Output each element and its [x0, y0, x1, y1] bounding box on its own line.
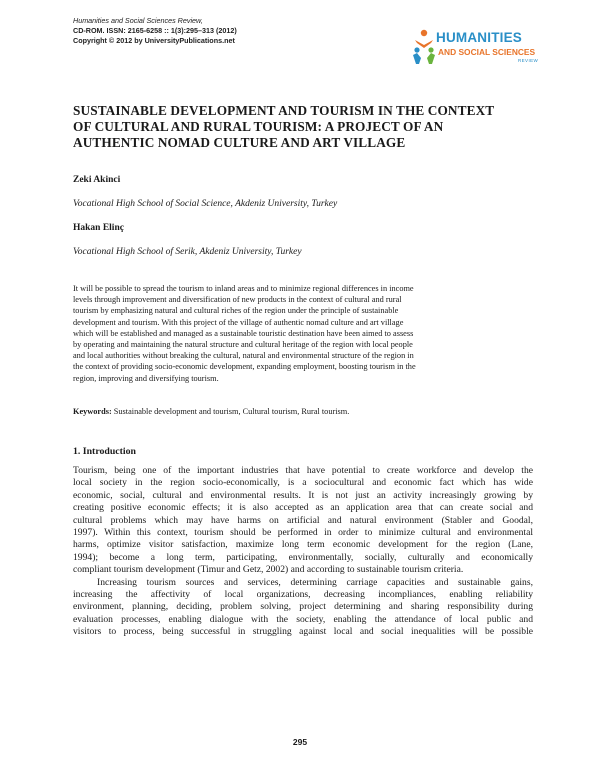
people-logo-icon — [412, 28, 436, 66]
journal-name: Humanities and Social Sciences Review, — [73, 16, 203, 25]
author-affiliation: Vocational High School of Serik, Akdeniz University, Turkey — [73, 247, 302, 257]
copyright-line: Copyright © 2012 by UniversityPublications.net — [73, 36, 235, 45]
title-line: SUSTAINABLE DEVELOPMENT AND TOURISM IN THE CONTEXT — [73, 103, 495, 118]
author-name: Zeki Akinci — [73, 175, 121, 185]
abstract-line: levels through improvement and diversification of new products in the context of cultural and rural — [73, 295, 402, 305]
paper-title — [73, 103, 533, 151]
body-text — [73, 465, 533, 639]
logo-line-1: HUMANITIES — [436, 30, 522, 45]
abstract-line: the context of providing socio-economic development, expanding employment, boosting tourism in the — [73, 362, 416, 372]
body-line: Increasing tourism sources and services, determining carriage capacities and sustainable gains, — [97, 576, 533, 588]
title-line: AUTHENTIC NOMAD CULTURE AND ART VILLAGE — [73, 135, 406, 150]
body-line: environment, planning, deciding, problem solving, project determining and sharing responsibility during — [73, 601, 533, 613]
keywords-label: Keywords: — [73, 407, 112, 416]
body-line: creating positive economic effects; it is also accepted as an application area that can create social and — [73, 502, 533, 514]
body-line: harms, optimize visitor satisfaction, maximize long term economic development for the region (Lane, — [73, 539, 533, 551]
body-line: economic, social, cultural and environmental results. It is not just an activity increasingly growing by — [73, 489, 533, 501]
abstract-line: which will be established and managed as a sustainable touristic destination have been aimed to assess — [73, 328, 414, 338]
body-line: compliant tourism development (Timur and Getz, 2002) and according to sustainable tourism criteria. — [73, 564, 464, 576]
abstract-line: region, improving and diversifying tourism. — [73, 373, 219, 383]
author-affiliation: Vocational High School of Social Science, Akdeniz University, Turkey — [73, 199, 338, 209]
body-line: 1997). Within this context, tourism should be performed in order to minimize cultural and environmental — [73, 527, 533, 539]
body-line: visitors to process, being successful in struggling against local and social inequalities will be possible — [73, 626, 533, 638]
logo-line-3: REVIEW — [518, 58, 539, 63]
section-heading: 1. Introduction — [73, 446, 136, 457]
logo-line-2: AND SOCIAL SCIENCES — [438, 47, 536, 57]
body-line: increasing the affectivity of local organizations, decreasing incompliances, enabling reliability — [73, 589, 533, 601]
abstract-line: by operating and maintaining the natural structure and cultural heritage of the region with local people — [73, 340, 413, 350]
abstract-line: and local authorities without breaking the cultural, natural and environmental structure of the region in — [73, 351, 414, 361]
abstract-line: tourism by emphasizing natural and cultural riches of the region under the principle of sustainable — [73, 306, 399, 316]
issn-line: CD-ROM. ISSN: 2165-6258 :: 1(3):295–313 (2012) — [73, 26, 237, 35]
running-header — [73, 16, 237, 46]
body-line: evaluation processes, enabling dialogue with the society, enabling the attendance of local public and — [73, 613, 533, 625]
body-line: 1994); become a long term, participating, environmentally, socially, culturally and economically — [73, 551, 533, 563]
keywords-text: Sustainable development and tourism, Cultural tourism, Rural tourism. — [111, 407, 350, 416]
author-name: Hakan Elinç — [73, 223, 124, 233]
journal-logo — [412, 28, 552, 68]
page-number: 295 — [292, 737, 308, 747]
abstract-line: It will be possible to spread the tourism to inland areas and to minimize regional differences in income — [73, 284, 414, 293]
body-line: cultural problems which may have harms on artificial and natural environment (Stabler and Goodal, — [73, 514, 533, 526]
abstract — [73, 283, 529, 384]
title-line: OF CULTURAL AND RURAL TOURISM: A PROJECT OF AN — [73, 119, 444, 134]
body-line: Tourism, being one of the important industries that have potential to create workforce and develop the — [73, 465, 533, 476]
body-line: local society in the region socio-economically, is a sociocultural and economic fact which has wide — [73, 477, 533, 489]
abstract-line: development and tourism. With this project of the village of authentic nomad culture and art village — [73, 317, 404, 327]
keywords — [73, 407, 349, 416]
